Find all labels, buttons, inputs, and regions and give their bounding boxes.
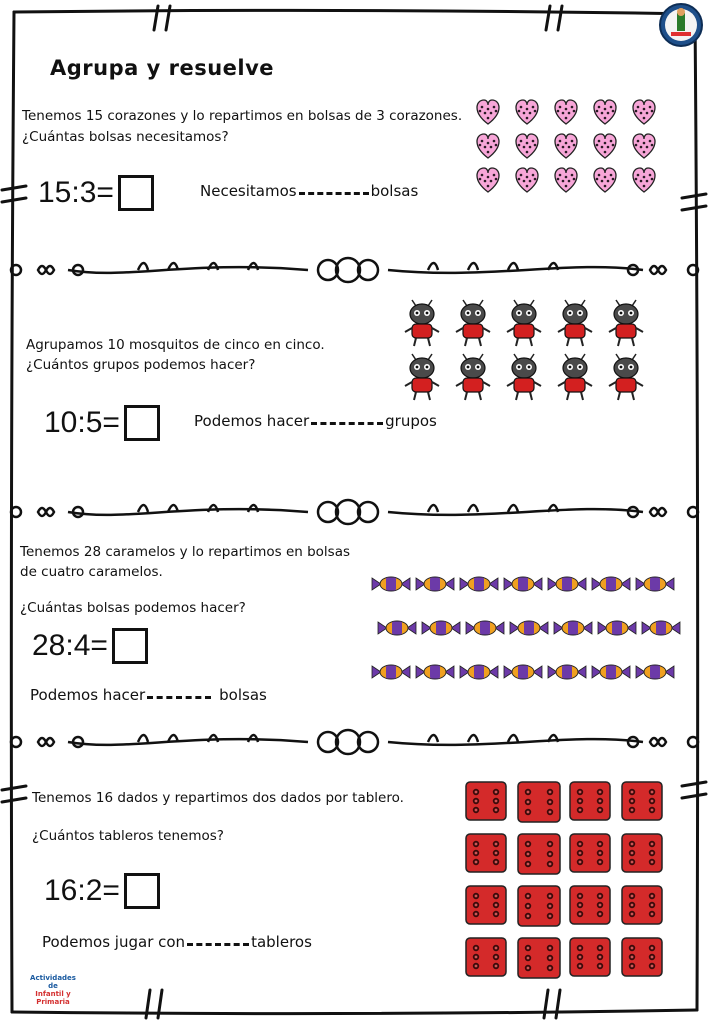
mosquitoes-grid bbox=[398, 298, 648, 406]
candies-grid bbox=[370, 572, 685, 684]
problem-2-answer-box[interactable] bbox=[124, 405, 160, 441]
candy-icon bbox=[416, 665, 454, 679]
problem-4-question-line1: Tenemos 16 dados y repartimos dos dados por tablero. bbox=[32, 790, 404, 806]
candy-icon bbox=[466, 621, 504, 635]
problem-4-answer-blank[interactable] bbox=[187, 943, 249, 946]
candy-icon bbox=[548, 665, 586, 679]
mosquito-icon bbox=[609, 354, 643, 400]
heart-icon bbox=[516, 100, 538, 124]
footer-logo-line3: Infantil y Primaria bbox=[35, 990, 71, 1006]
die-icon bbox=[518, 886, 560, 926]
heart-icon bbox=[516, 168, 538, 192]
candy-icon bbox=[554, 621, 592, 635]
candy-icon bbox=[372, 577, 410, 591]
candy-icon bbox=[416, 577, 454, 591]
die-icon bbox=[622, 938, 662, 976]
heart-icon bbox=[555, 168, 577, 192]
die-icon bbox=[570, 938, 610, 976]
problem-4-answer-sentence bbox=[42, 933, 312, 951]
candy-icon bbox=[592, 665, 630, 679]
problem-4-answer-after: tableros bbox=[251, 933, 312, 951]
die-icon bbox=[622, 886, 662, 924]
die-icon bbox=[570, 886, 610, 924]
candy-icon bbox=[592, 577, 630, 591]
problem-4-answer-box[interactable] bbox=[124, 873, 160, 909]
divider-3 bbox=[8, 722, 701, 762]
problem-1-answer-after: bolsas bbox=[370, 182, 419, 200]
heart-icon bbox=[516, 134, 538, 158]
problem-3-answer-before: Podemos hacer bbox=[30, 686, 146, 704]
problem-2-equation-text: 10:5= bbox=[44, 406, 120, 439]
problem-3-answer-after: bolsas bbox=[219, 686, 267, 704]
die-icon bbox=[466, 938, 506, 976]
mosquito-icon bbox=[609, 300, 643, 346]
die-icon bbox=[570, 834, 610, 872]
heart-icon bbox=[477, 134, 499, 158]
problem-2-answer-sentence bbox=[194, 412, 437, 430]
mosquito-icon bbox=[405, 300, 439, 346]
candy-icon bbox=[504, 665, 542, 679]
footer-logo-line2: de bbox=[48, 982, 58, 990]
problem-2-answer-after: grupos bbox=[385, 412, 437, 430]
candy-icon bbox=[504, 577, 542, 591]
candy-icon bbox=[372, 665, 410, 679]
die-icon bbox=[466, 834, 506, 872]
candy-icon bbox=[460, 577, 498, 591]
heart-icon bbox=[555, 100, 577, 124]
divider-1 bbox=[8, 250, 701, 290]
mosquito-icon bbox=[558, 300, 592, 346]
candy-icon bbox=[598, 621, 636, 635]
mosquito-icon bbox=[507, 354, 541, 400]
heart-icon bbox=[633, 134, 655, 158]
die-icon bbox=[570, 782, 610, 820]
problem-2-answer-before: Podemos hacer bbox=[194, 412, 310, 430]
heart-icon bbox=[555, 134, 577, 158]
problem-2-equation bbox=[44, 405, 160, 441]
divider-2 bbox=[8, 492, 701, 532]
problem-3-question-line2: de cuatro caramelos. bbox=[20, 564, 163, 580]
problem-1-question-line2: ¿Cuántas bolsas necesitamos? bbox=[22, 129, 229, 145]
problem-3-question-line1: Tenemos 28 caramelos y lo repartimos en bolsas bbox=[20, 544, 351, 560]
hearts-grid bbox=[470, 96, 660, 198]
problem-1-answer-blank[interactable] bbox=[299, 192, 369, 195]
heart-icon bbox=[477, 100, 499, 124]
problem-1-answer-box[interactable] bbox=[118, 175, 154, 211]
mosquito-icon bbox=[405, 354, 439, 400]
die-icon bbox=[518, 782, 560, 822]
problem-1-equation bbox=[38, 175, 154, 211]
die-icon bbox=[518, 834, 560, 874]
page-title: Agrupa y resuelve bbox=[50, 56, 275, 80]
heart-icon bbox=[633, 168, 655, 192]
mosquito-icon bbox=[507, 300, 541, 346]
candy-icon bbox=[642, 621, 680, 635]
problem-4-equation-text: 16:2= bbox=[44, 874, 120, 907]
problem-3-question-line3: ¿Cuántas bolsas podemos hacer? bbox=[20, 600, 246, 616]
problem-1-answer-sentence bbox=[200, 182, 418, 200]
dice-grid bbox=[462, 778, 670, 984]
problem-1-question-line1: Tenemos 15 corazones y lo repartimos en bolsas de 3 corazones. bbox=[22, 108, 463, 124]
candy-icon bbox=[422, 621, 460, 635]
problem-3-answer-sentence bbox=[30, 686, 267, 704]
candy-icon bbox=[510, 621, 548, 635]
problem-4-answer-before: Podemos jugar con bbox=[42, 933, 186, 951]
heart-icon bbox=[594, 134, 616, 158]
problem-3-answer-box[interactable] bbox=[112, 628, 148, 664]
mosquito-icon bbox=[558, 354, 592, 400]
heart-icon bbox=[477, 168, 499, 192]
logo-badge-icon bbox=[658, 2, 704, 48]
problem-4-question-line2: ¿Cuántos tableros tenemos? bbox=[32, 828, 224, 844]
candy-icon bbox=[378, 621, 416, 635]
candy-icon bbox=[636, 577, 674, 591]
candy-icon bbox=[548, 577, 586, 591]
die-icon bbox=[466, 886, 506, 924]
mosquito-icon bbox=[456, 300, 490, 346]
problem-4-equation bbox=[44, 873, 160, 909]
problem-2-question-line2: ¿Cuántos grupos podemos hacer? bbox=[26, 357, 256, 373]
candy-icon bbox=[636, 665, 674, 679]
problem-1-equation-text: 15:3= bbox=[38, 176, 114, 209]
problem-3-answer-blank[interactable] bbox=[147, 696, 211, 699]
problem-2-question-line1: Agrupamos 10 mosquitos de cinco en cinco. bbox=[26, 337, 325, 353]
heart-icon bbox=[594, 168, 616, 192]
problem-2-answer-blank[interactable] bbox=[311, 422, 383, 425]
die-icon bbox=[518, 938, 560, 978]
die-icon bbox=[622, 782, 662, 820]
heart-icon bbox=[633, 100, 655, 124]
mosquito-icon bbox=[456, 354, 490, 400]
problem-1-answer-before: Necesitamos bbox=[200, 182, 297, 200]
die-icon bbox=[622, 834, 662, 872]
problem-3-equation bbox=[32, 628, 148, 664]
footer-logo-line1: Actividades bbox=[30, 974, 76, 982]
footer-logo bbox=[22, 974, 84, 1006]
candy-icon bbox=[460, 665, 498, 679]
die-icon bbox=[466, 782, 506, 820]
heart-icon bbox=[594, 100, 616, 124]
problem-3-equation-text: 28:4= bbox=[32, 629, 108, 662]
